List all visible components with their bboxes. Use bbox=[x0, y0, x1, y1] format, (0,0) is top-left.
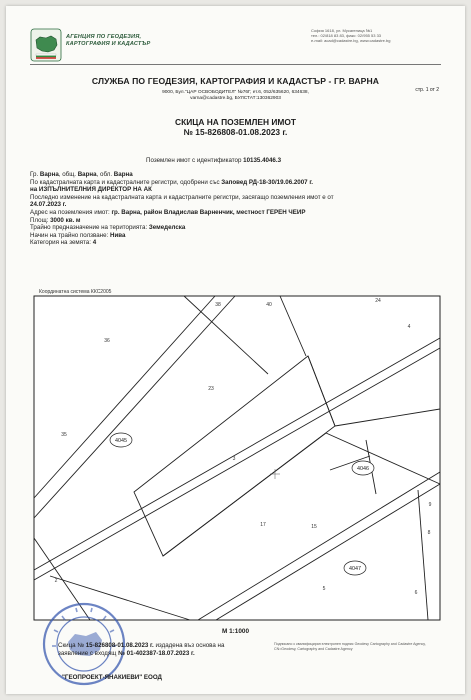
parcel-label: 8 bbox=[427, 530, 431, 536]
parcel-label: 23 bbox=[208, 386, 214, 392]
map-frame bbox=[34, 296, 440, 620]
parcel-label: 2 bbox=[54, 578, 58, 584]
property-info bbox=[30, 171, 440, 247]
identifier-value: 10135.4046.3 bbox=[243, 157, 282, 164]
parcel-label: 9 bbox=[428, 502, 432, 508]
info-purpose: Трайно предназначение на територията: Земеделска bbox=[30, 224, 186, 232]
block-label: 4046 bbox=[357, 466, 369, 472]
agency-name: АГЕНЦИЯ ПО ГЕОДЕЗИЯ, КАРТОГРАФИЯ И КАДАСТЪР bbox=[66, 34, 151, 47]
info-address: Адрес на поземления имот: гр. Варна, район Владислав Варненчик, местност ГЕРЕН ЧЕИР bbox=[30, 208, 306, 216]
parcel-label: 38 bbox=[215, 302, 221, 308]
document-title: СКИЦА НА ПОЗЕМЛЕН ИМОТ bbox=[175, 117, 296, 127]
info-location: Гр. Варна, общ. Варна, обл. Варна bbox=[30, 171, 133, 178]
info-area: Площ: 3000 кв. м bbox=[30, 216, 81, 224]
block-label: 4045 bbox=[115, 438, 127, 444]
info-last-change-date: 24.07.2023 г. bbox=[30, 201, 67, 209]
bulgaria-map-icon bbox=[30, 28, 62, 62]
parcel-label: 5 bbox=[322, 586, 326, 592]
parcel-label: 17 bbox=[260, 522, 266, 528]
block-label: 4047 bbox=[349, 566, 361, 572]
info-category: Категория на земята: 4 bbox=[30, 239, 97, 247]
service-address: 9000, Бул."ЦАР ОСВОБОДИТЕЛ" №76Г, ет.6, 052/635620, 634638, varna@cadastre.bg, БУЛСТАТ:130362903 bbox=[162, 90, 309, 101]
info-last-change: Последно изменение на кадастралната карта и кадастралните регистри, засягащо поземления имот е от bbox=[30, 193, 334, 201]
parcel-label: 24 bbox=[375, 298, 381, 304]
e-signature-note: Подписано с квалифициран електронен подпис Geodesy Cartography and Cadastre Agency, CN=Geodesy, Cartography and Cadastre Agency bbox=[274, 642, 426, 651]
info-order: По кадастралната карта и кадастралните регистри, одобрени със Заповед РД-18-30/19.06.2007 г. bbox=[30, 178, 314, 186]
parcel-label: 6 bbox=[414, 590, 418, 596]
header-divider bbox=[30, 64, 441, 65]
parcel-label: 35 bbox=[61, 432, 67, 438]
parcel-label: 40 bbox=[266, 302, 272, 308]
service-name: СЛУЖБА ПО ГЕОДЕЗИЯ, КАРТОГРАФИЯ И КАДАСТЪР - ГР. ВАРНА bbox=[91, 76, 380, 86]
parcel-label: 15 bbox=[311, 524, 317, 530]
cadastral-map bbox=[30, 289, 444, 624]
document-page bbox=[6, 6, 465, 694]
map-scale: М 1:1000 bbox=[222, 628, 249, 635]
info-issuer: на ИЗПЪЛНИТЕЛНИЯ ДИРЕКТОР НА АК bbox=[30, 186, 152, 194]
document-number: № 15-826808-01.08.2023 г. bbox=[183, 127, 288, 137]
parcel-label: 4 bbox=[407, 324, 411, 330]
parcel-label: 3 bbox=[232, 456, 236, 462]
issuance-note: Скица № 15-826808-01.08.2023 г. издадена въз основа на заявление с входящ № 01-402387-18.07.2023 г. bbox=[58, 642, 225, 657]
page-number: стр. 1 от 2 bbox=[415, 87, 439, 93]
agency-contacts: София 1618, ул. Мусагеница №1 тел.: 02/818 83 83, факс: 02/955 53 33 e-mail: acad@cadastre.bg, www.cadastre.bg bbox=[311, 28, 391, 44]
info-usage: Начин на трайно ползване: Нива bbox=[30, 231, 126, 239]
issuing-firm: "ГЕОПРОЕКТ-ЯНАКИЕВИ" ЕООД bbox=[62, 674, 162, 681]
parcel-label: 36 bbox=[104, 338, 110, 344]
coord-system-label: Координатна система ККС2005 bbox=[39, 289, 112, 295]
property-identifier: Поземлен имот с идентификатор 10135.4046.3 bbox=[146, 157, 282, 164]
